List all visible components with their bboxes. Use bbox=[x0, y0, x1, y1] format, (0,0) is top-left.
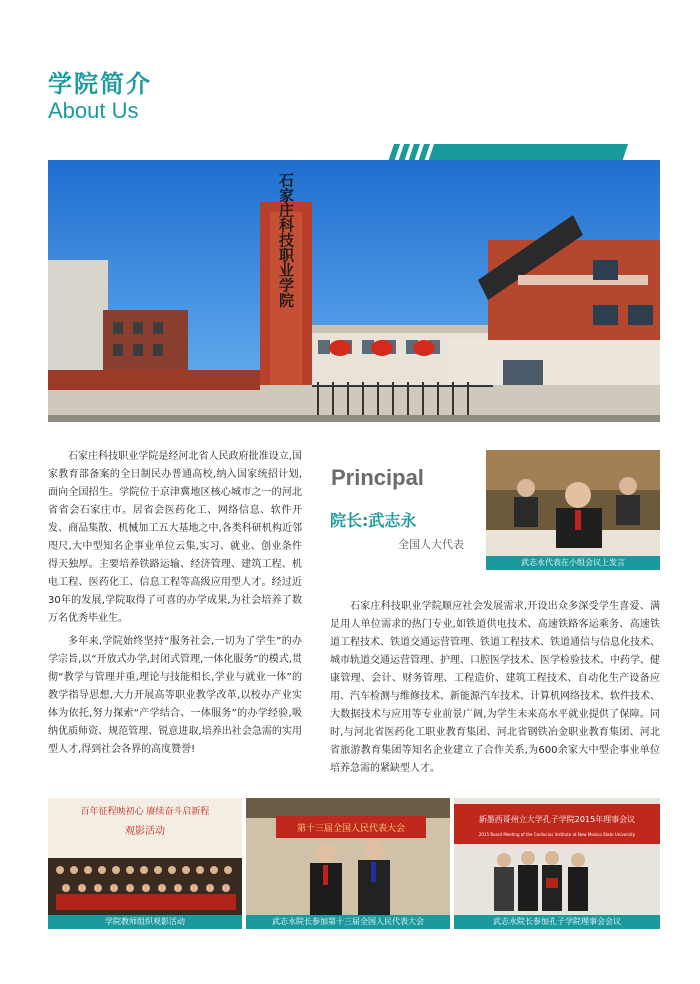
principal-heading: Principal bbox=[331, 465, 424, 490]
principal-role: 全国人大代表 bbox=[398, 538, 464, 551]
bottom-caption-2: 武志永院长参加第十三届全国人民代表大会 bbox=[246, 915, 450, 929]
intro-paragraph-1: 石家庄科技职业学院是经河北省人民政府批准设立,国家教育部备案的全日制民办普通高校,纳入国家统招计划,面向全国招生。学院位于京津冀地区核心城市之一的河北省省会石家庄市。居省会医药化工、网络信息、软件开发、商品集散、机械加工五大基地之中,各类科研机构近邻咫尺,大中型知名企事业单位云集,实习、就业、创业条件得天独厚。主要培养铁路运输、经济管理、建筑工程、机电工程、医药化工、信息工程等高级应用型人才。经过近30年的发展,学院取得了可喜的办学成果,为社会培养了数万名优秀毕业生。 bbox=[48, 451, 302, 624]
bottom-caption-1: 学院教师组织观影活动 bbox=[48, 915, 242, 929]
principal-paragraph: 石家庄科技职业学院顺应社会发展需求,开设出众多深受学生喜爱、满足用人单位需求的热门专业,如铁道供电技术、高速铁路客运乘务、高速铁道工程技术、铁道交通运营管理、铁道工程技术、铁道通信与信息化技术、城市轨道交通运营管理、护理、口腔医学技术、医学检验技术、中药学、健康管理、会计、财务管理、工程造价、建筑工程技术、自动化生产设备应用、汽车检测与维修技术、新能源汽车技术、计算机网络技术、软件技术、大数据技术与应用等专业前景广阔,为学生未来高水平就业提供了保障。同时,与河北省医药化工职业教育集团、河北省钢铁冶金职业教育集团、河北省旅游教育集团等知名企业建立了合作关系,为600余家大中型企事业单位培养急需的紧缺型人才。 bbox=[330, 601, 660, 774]
principal-name: 院长:武志永 bbox=[330, 511, 417, 530]
confucius-banner: 新墨西哥州立大学孔子学院2015年理事会议 bbox=[478, 815, 636, 824]
intro-paragraph-2: 多年来,学院始终坚持“服务社会,一切为了学生”的办学宗旨,以“开放式办学,封闭式管理,一体化服务”的模式,贯彻“教学与管理并重,理论与技能相长,学业与就业一体”的教学指导思想,大力开展高等职业教学改革,以校办产业实体为依托,努力探索“产学结合、一体服务”的办学经验,吸纳优质师资、规范管理、锐意进取,培养出社会急需的实用型人才,得到社会各界的高度赞誉! bbox=[48, 636, 302, 755]
bottom-photo-confucius bbox=[454, 798, 660, 915]
page-title-cn: 学院简介 bbox=[48, 70, 152, 98]
confucius-sub: 2015 Board Meeting of the Confucius Institute at New Mexico State University bbox=[478, 832, 636, 837]
page-title-en: About Us bbox=[48, 98, 139, 123]
film-event-sub: 观影活动 bbox=[125, 826, 165, 837]
principal-photo-caption: 武志永代表在小组会议上发言 bbox=[486, 556, 660, 570]
bottom-photo-npc bbox=[246, 798, 450, 915]
principal-meeting-photo bbox=[486, 450, 660, 560]
campus-gate-photo bbox=[48, 160, 660, 422]
gate-pillar-text: 石家庄科技职业学院 bbox=[277, 172, 295, 308]
bottom-caption-3: 武志永院长参加孔子学院理事会会议 bbox=[454, 915, 660, 929]
npc-banner: 第十三届全国人民代表大会 bbox=[296, 824, 406, 834]
film-event-banner: 百年征程映初心 赓续奋斗启新程 bbox=[80, 807, 210, 817]
bottom-photo-film-event bbox=[48, 798, 242, 915]
